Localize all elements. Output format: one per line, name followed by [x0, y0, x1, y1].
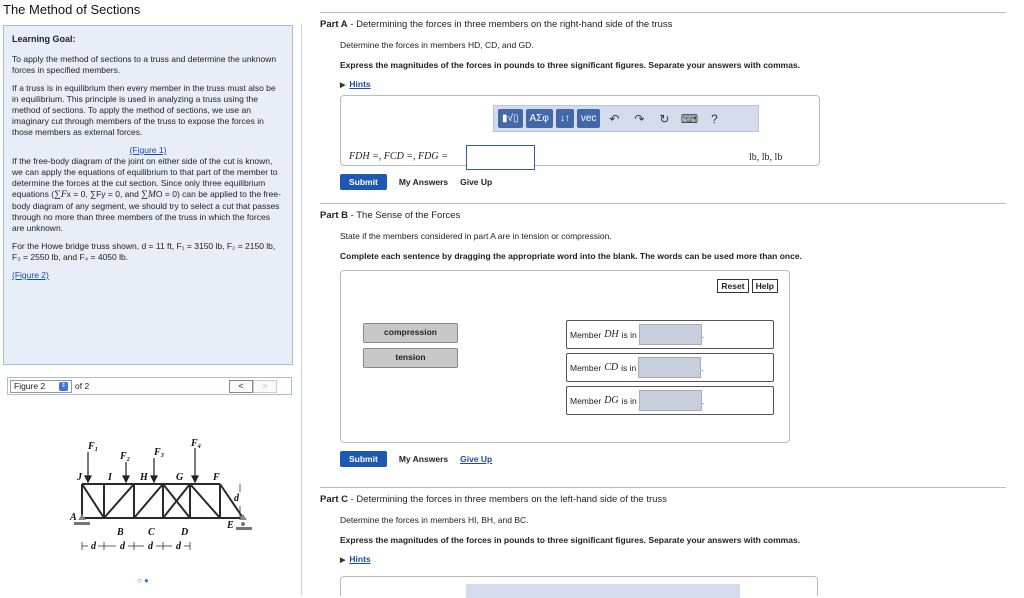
- label-d-vertical: d: [234, 493, 239, 504]
- goal-paragraph-1: To apply the method of sections to a truss and determine the unknown forces in specified members.: [12, 54, 277, 75]
- partC-answer-box: [340, 576, 818, 596]
- right-panel: [320, 12, 1006, 596]
- partC-instructions: Express the magnitudes of the forces in pounds to three significant figures. Separate your answers with commas.: [340, 535, 801, 545]
- reset-icon[interactable]: ↻: [659, 111, 670, 126]
- math-toolbar: [493, 105, 759, 132]
- label-C: C: [148, 527, 155, 538]
- figure-1-link[interactable]: (Figure 1): [129, 145, 167, 155]
- partB-give-up[interactable]: Give Up: [460, 454, 493, 464]
- partA-description: Determine the forces in members HD, CD, and GD.: [340, 40, 534, 50]
- label-d-4: d: [176, 541, 181, 552]
- greek-button[interactable]: ΑΣφ: [526, 109, 553, 128]
- figure-2-link[interactable]: (Figure 2): [12, 270, 49, 280]
- label-d-2: d: [120, 541, 125, 552]
- partC-description: Determine the forces in members HI, BH, and BC.: [340, 515, 529, 525]
- drop-blank-DH[interactable]: [639, 324, 702, 345]
- token-compression[interactable]: compression: [363, 323, 458, 343]
- label-I: I: [108, 472, 112, 483]
- label-H: H: [140, 472, 148, 483]
- partA-answer-input[interactable]: [466, 145, 535, 170]
- next-figure-button[interactable]: >: [253, 380, 277, 393]
- partA-answer-box: [340, 95, 820, 166]
- label-F2: F₂: [120, 451, 131, 462]
- templates-button[interactable]: ▮√▯: [498, 109, 523, 128]
- answer-formula-label: FDH =, FCD =, FDG =: [349, 151, 448, 162]
- partC-heading: Part C - Determining the forces in three members on the left-hand side of the truss: [320, 494, 667, 505]
- reset-button[interactable]: Reset: [717, 279, 748, 293]
- partA-heading: Part A - Determining the forces in three members on the right-hand side of the truss: [320, 19, 673, 30]
- partA-give-up[interactable]: Give Up: [460, 177, 493, 187]
- partB-heading: Part B - The Sense of the Forces: [320, 210, 461, 221]
- label-d-1: d: [91, 541, 96, 552]
- expand-triangle-icon: ▶: [340, 82, 346, 89]
- sentence-member-DG: Member DG is in .: [566, 386, 774, 415]
- arrows-button[interactable]: ↓↑: [556, 109, 574, 128]
- answer-units: lb, lb, lb: [749, 152, 783, 163]
- label-F: F: [213, 472, 220, 483]
- partA-hints-link[interactable]: ▶ Hints: [340, 79, 371, 89]
- goal-paragraph-3: If the free-body diagram of the joint on either side of the cut is known, we can apply the equations of equilibrium to that part of the member to determine the forces at the cut section. Since only three equilibrium equations (∑Fx = 0, ∑Fy = 0, and ∑MO = 0) can be applied to the free-body diagram of any segment, we should try to select a cut that passes through no more than three members of the truss in which the forces are unknown.: [12, 156, 281, 233]
- token-tension[interactable]: tension: [363, 348, 458, 368]
- redo-icon[interactable]: ↷: [634, 111, 645, 126]
- label-d-3: d: [148, 541, 153, 552]
- partA-my-answers[interactable]: My Answers: [398, 177, 449, 187]
- partC-math-toolbar: [466, 584, 740, 598]
- page-title: The Method of Sections: [3, 2, 141, 17]
- label-F4: F₄: [191, 438, 202, 449]
- learning-goal-box: [3, 25, 293, 365]
- partB-my-answers[interactable]: My Answers: [398, 454, 449, 464]
- partC-hints-link[interactable]: ▶ Hints: [340, 554, 371, 564]
- partA-submit-button[interactable]: Submit: [340, 174, 387, 190]
- label-E: E: [227, 520, 234, 531]
- expand-triangle-icon: ▶: [340, 557, 346, 564]
- drop-blank-DG[interactable]: [639, 390, 702, 411]
- label-B: B: [117, 527, 124, 538]
- figure-count: of 2: [75, 381, 90, 391]
- learning-goal-heading: Learning Goal:: [12, 34, 76, 44]
- help-button[interactable]: Help: [752, 279, 778, 293]
- keyboard-icon[interactable]: ⌨: [680, 111, 699, 126]
- label-A: A: [70, 512, 77, 523]
- sentence-member-CD: Member CD is in .: [566, 353, 774, 382]
- undo-icon[interactable]: ↶: [609, 111, 620, 126]
- label-G: G: [176, 472, 184, 483]
- figure-select[interactable]: Figure 2 ⇕: [10, 380, 72, 393]
- goal-paragraph-2: If a truss is in equilibrium then every member in the truss must also be in equilibrium. This principle is used in analyzing a truss using the method of sections. To apply the method of sections, we use an imaginary cut through members of the truss to expose the forces in those members as external forces.: [12, 83, 276, 137]
- figure-navigator: [7, 377, 292, 395]
- howe-truss-diagram: [50, 436, 260, 561]
- label-F1: F₁: [88, 441, 99, 452]
- help-icon[interactable]: ?: [711, 111, 718, 126]
- select-arrows-icon: ⇕: [60, 382, 67, 389]
- label-F3: F₃: [154, 447, 165, 458]
- figure-pager-dots[interactable]: ○ ●: [137, 576, 149, 585]
- partB-description: State if the members considered in part A are in tension or compression.: [340, 231, 612, 241]
- partB-submit-button[interactable]: Submit: [340, 451, 387, 467]
- partB-instructions: Complete each sentence by dragging the appropriate word into the blank. The words can be used more than once.: [340, 251, 802, 261]
- drop-blank-CD[interactable]: [638, 357, 701, 378]
- label-D: D: [181, 527, 189, 538]
- prev-figure-button[interactable]: <: [229, 380, 253, 393]
- partB-drag-area: [340, 270, 790, 443]
- sentence-member-DH: Member DH is in .: [566, 320, 774, 349]
- partA-instructions: Express the magnitudes of the forces in pounds to three significant figures. Separate your answers with commas.: [340, 60, 801, 70]
- left-panel: [0, 24, 302, 595]
- goal-paragraph-4: For the Howe bridge truss shown, d = 11 ft, F₁ = 3150 lb, F₂ = 2150 lb, F₃ = 2550 lb, and F₄ = 4050 lb.: [12, 241, 276, 262]
- vec-button[interactable]: vec: [577, 109, 601, 128]
- label-J: J: [77, 472, 82, 483]
